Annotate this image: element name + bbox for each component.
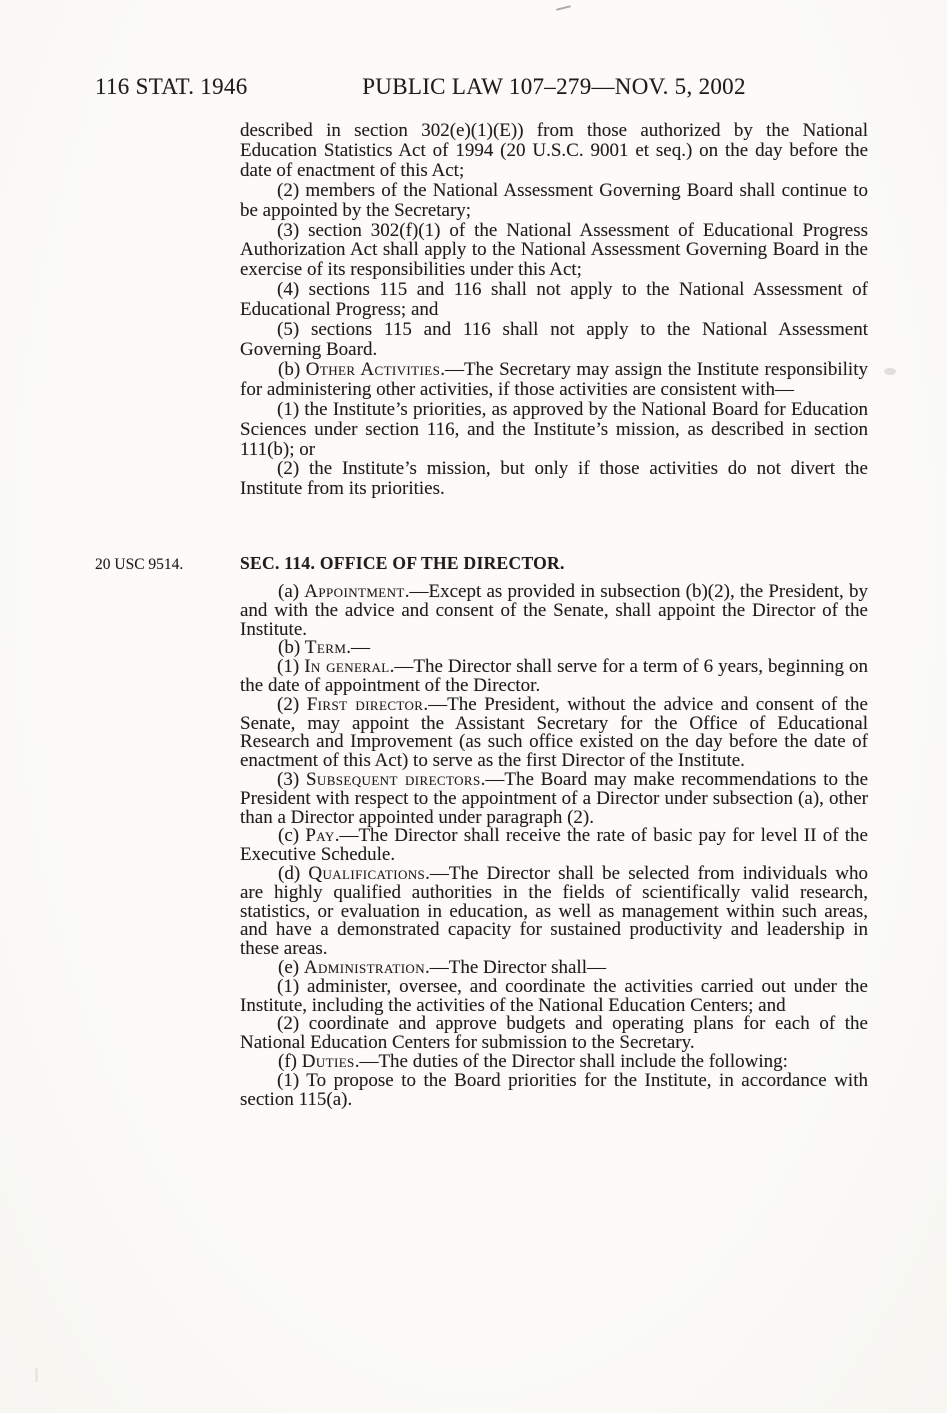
paragraph-text: described in section 302(e)(1)(E)) from those authorized by the National Education Statistics Act of 1994 (20 U.S.C. 9001 et seq.) on the day before the date of enactment of this Act; bbox=[240, 120, 868, 181]
paragraph-text: (a) bbox=[278, 581, 305, 602]
section-heading: SEC. 114. OFFICE OF THE DIRECTOR. bbox=[240, 553, 565, 573]
paragraph-text: (4) sections 115 and 116 shall not apply to the National Assessment of Educational Progress; and bbox=[240, 279, 868, 321]
smallcaps-label: Term bbox=[304, 637, 347, 659]
statute-paragraph bbox=[240, 975, 868, 1016]
statute-paragraph bbox=[240, 121, 868, 181]
paragraph-text: .—The Board may make recommendations to the President with respect to the appointment of a Director under subsection (a), other than a Director appointed under paragraph (2). bbox=[240, 768, 869, 828]
statute-paragraph bbox=[240, 1069, 868, 1110]
smallcaps-label: Appointment bbox=[304, 581, 405, 602]
paragraph-text: (2) bbox=[277, 693, 307, 715]
smallcaps-label: First director bbox=[306, 693, 424, 715]
statute-paragraph bbox=[240, 1015, 868, 1053]
smallcaps-label: Subsequent directors bbox=[305, 768, 481, 790]
paragraph-text: (f) bbox=[278, 1050, 302, 1072]
usc-margin-note: 20 USC 9514. bbox=[95, 556, 184, 573]
statute-text-block-before-heading bbox=[240, 121, 868, 499]
stat-page-number: 116 STAT. 1946 bbox=[95, 74, 248, 99]
scan-artifact-mark bbox=[556, 5, 571, 11]
smallcaps-label: Other Activities bbox=[305, 358, 441, 380]
paragraph-text: (b) bbox=[278, 358, 306, 380]
paragraph-text: .—The Secretary may assign the Institute responsibility for administering other activities, if those activities are consistent with— bbox=[240, 358, 868, 400]
paragraph-text: (1) administer, oversee, and coordinate the activities carried out under the Institute, including the activities of the National Education Centers; and bbox=[240, 975, 868, 1016]
smallcaps-label: Duties bbox=[301, 1050, 355, 1072]
paragraph-text: (e) bbox=[278, 956, 304, 978]
paragraph-text: .—The President, without the advice and consent of the Senate, may appoint the Assistant Secretary for the Office of Educational Research and Improvement (as such office existed on the day before the date of enactment of this Act) to serve as the first Director of the Institute. bbox=[240, 693, 868, 772]
paragraph-text: (2) members of the National Assessment Governing Board shall continue to be appointed by the Secretary; bbox=[240, 179, 868, 221]
paragraph-text: (1) bbox=[277, 656, 305, 678]
paragraph-text: .—The Director shall serve for a term of 6 years, beginning on the date of appointment of the Director. bbox=[240, 656, 869, 696]
paragraph-text: (1) To propose to the Board priorities for the Institute, in accordance with section 115(a). bbox=[240, 1069, 868, 1110]
paragraph-text: .—The duties of the Director shall include the following: bbox=[354, 1050, 788, 1072]
smallcaps-label: Administration bbox=[303, 956, 425, 978]
paragraph-text: .— bbox=[346, 637, 371, 659]
paragraph-text: (3) section 302(f)(1) of the National Assessment of Educational Progress Authorization Act shall apply to the National Assessment Governing Board in the exercise of its responsibilities under this Act; bbox=[240, 219, 868, 281]
paragraph-text: (1) the Institute’s priorities, as approved by the National Board for Education Sciences under section 116, and the Institute’s mission, as described in section 111(b); or bbox=[240, 398, 868, 460]
paragraph-text: .—The Director shall receive the rate of basic pay for level II of the Executive Schedule. bbox=[240, 825, 868, 866]
statute-paragraph bbox=[240, 693, 868, 772]
statute-paragraph bbox=[240, 320, 868, 360]
paragraph-text: (3) bbox=[277, 768, 306, 790]
statute-paragraph bbox=[240, 459, 868, 499]
statute-paragraph bbox=[240, 862, 869, 960]
statute-paragraph bbox=[240, 768, 869, 828]
statute-paragraph bbox=[240, 280, 868, 320]
paragraph-text: (d) bbox=[278, 862, 309, 884]
scan-artifact-tick bbox=[35, 1368, 38, 1382]
scan-artifact-smudge bbox=[884, 368, 896, 375]
smallcaps-label: Pay bbox=[305, 825, 335, 847]
paragraph-text: .—Except as provided in subsection (b)(2), the President, by and with the advice and consent of the Senate, shall appoint the Director of the Institute. bbox=[240, 581, 868, 640]
paragraph-text: .—The Director shall be selected from individuals who are highly qualified authorities in the fields of scientifically valid research, statistics, or evaluation in education, as well as management within such areas, and have a demonstrated capacity for sustained productivity and leadership in these areas. bbox=[240, 862, 869, 960]
statute-paragraph bbox=[240, 827, 868, 865]
smallcaps-label: In general bbox=[304, 656, 390, 678]
law-title: PUBLIC LAW 107–279—NOV. 5, 2002 bbox=[362, 74, 746, 99]
paragraph-text: (b) bbox=[278, 637, 305, 659]
statute-text-block-after-heading bbox=[240, 583, 868, 1109]
paragraph-text: (2) coordinate and approve budgets and operating plans for each of the National Education Centers for submission to the Secretary. bbox=[240, 1013, 868, 1054]
paragraph-text: (2) the Institute’s mission, but only if those activities do not divert the Institute from its priorities. bbox=[240, 458, 868, 500]
paragraph-text: (c) bbox=[278, 825, 306, 847]
paragraph-text: .—The Director shall— bbox=[425, 956, 606, 978]
statute-paragraph bbox=[240, 583, 868, 639]
statute-paragraph bbox=[240, 658, 868, 696]
statute-paragraph bbox=[240, 400, 868, 460]
statute-paragraph bbox=[240, 181, 868, 221]
paragraph-text: (5) sections 115 and 116 shall not apply to the National Assessment Governing Board. bbox=[240, 319, 868, 360]
smallcaps-label: Qualifications bbox=[308, 862, 426, 884]
statute-paragraph bbox=[240, 221, 868, 281]
statute-paragraph bbox=[240, 360, 868, 400]
